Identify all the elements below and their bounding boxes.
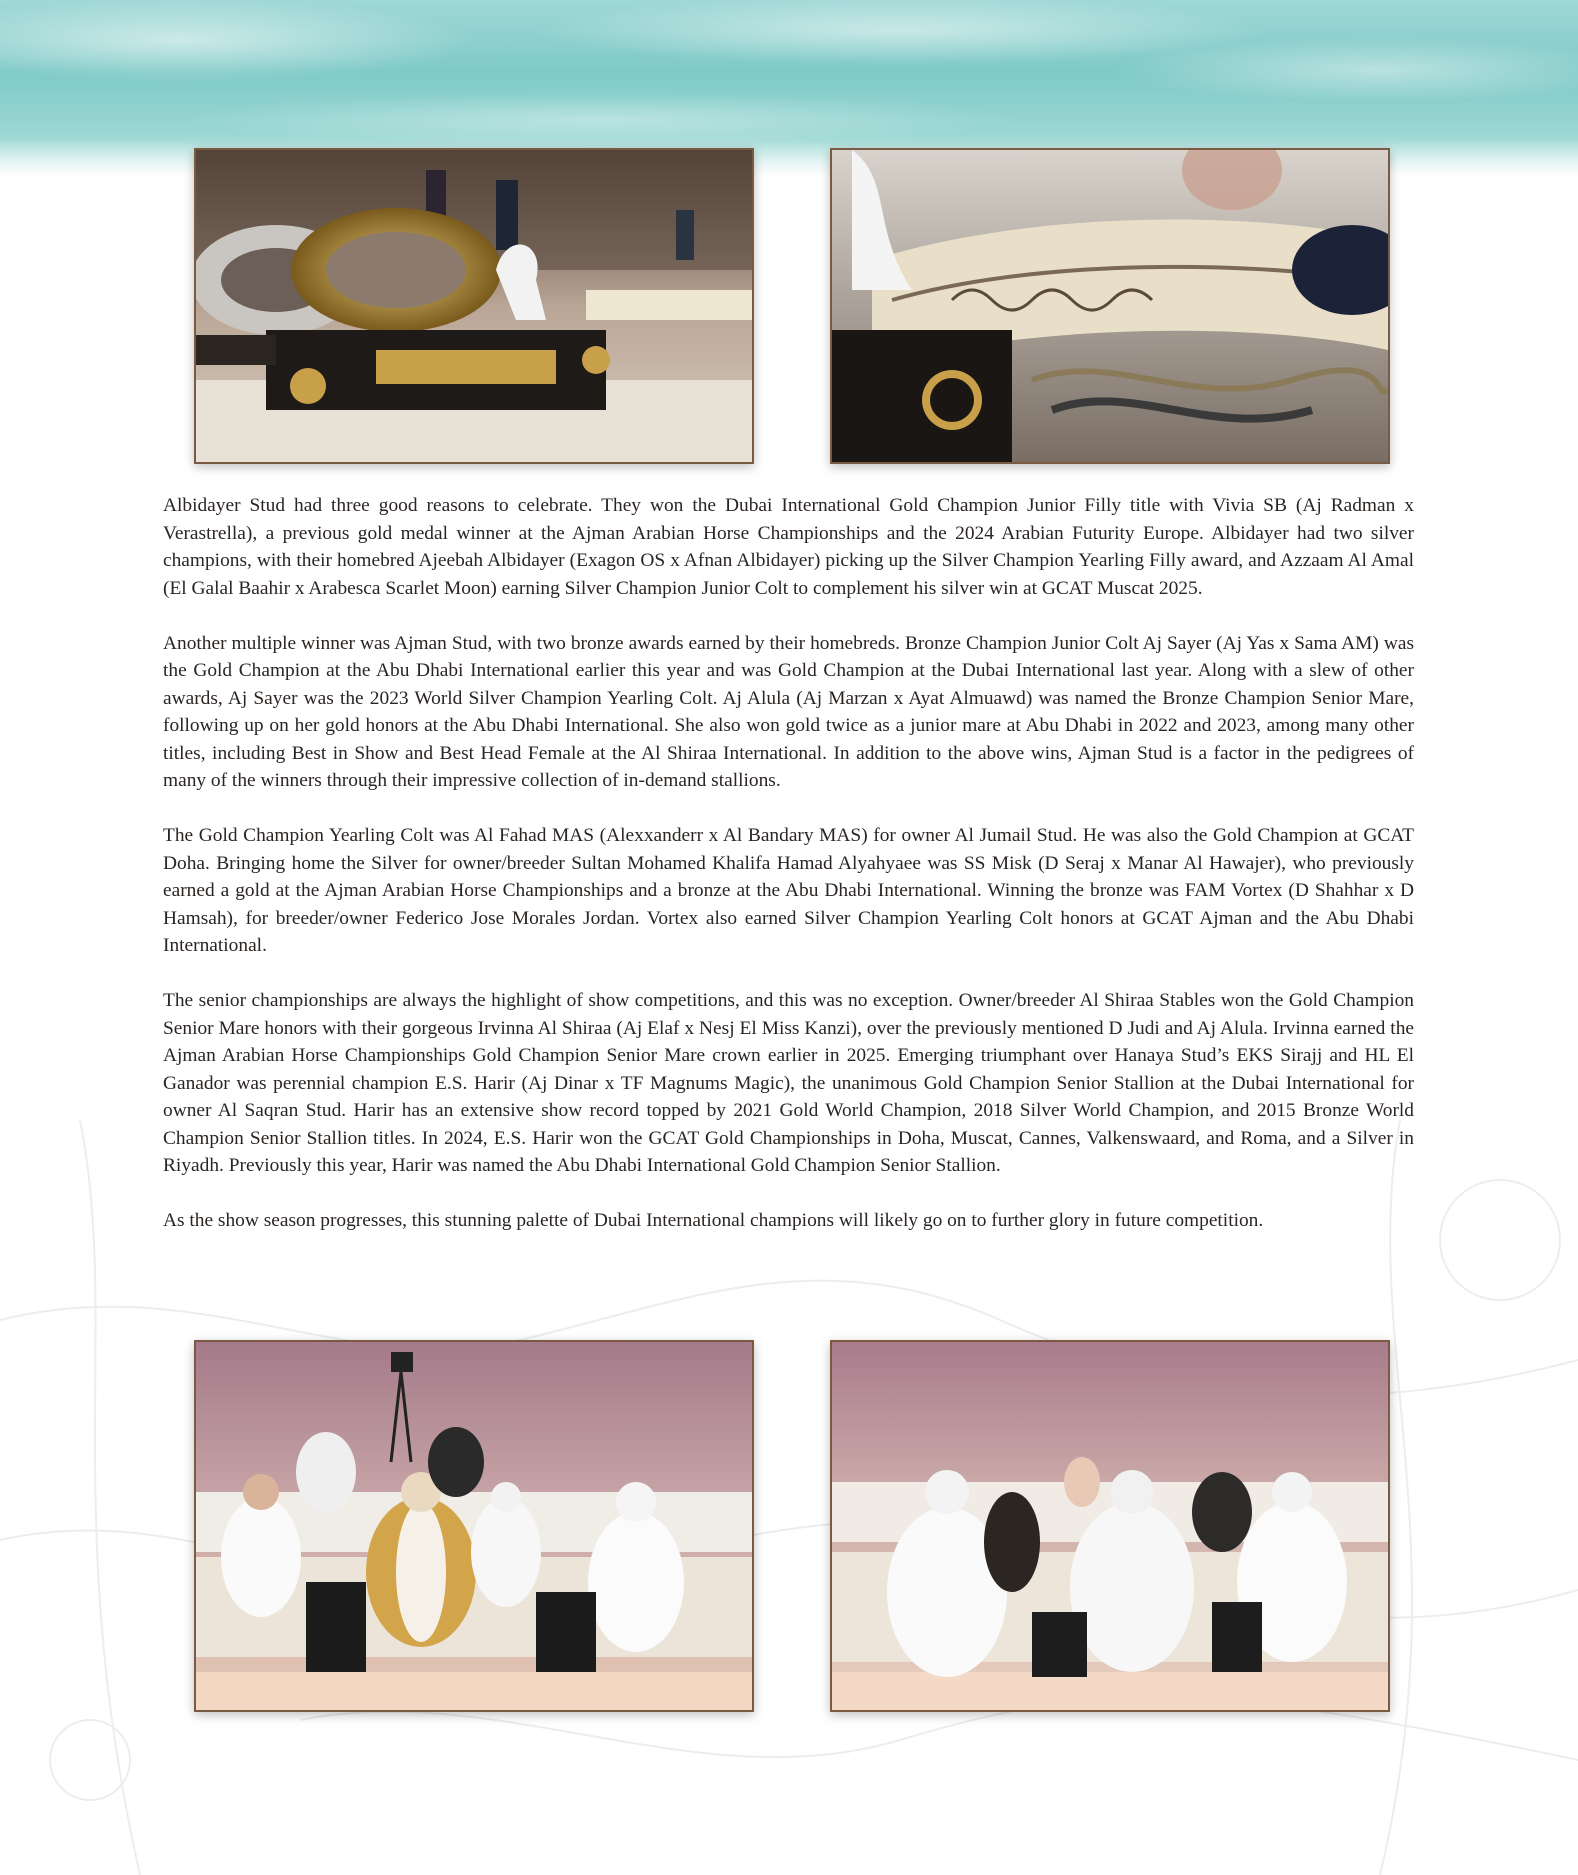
paragraph-albidayer: Albidayer Stud had three good reasons to celebrate. They won the Dubai International Gold Champion Junior Filly title with Vivia SB (Aj Radman x Verastrella), a previous gold medal winner at the Ajman Arabian Horse Championships and the 2024 Arabian Futurity Europe. Albidayer had two silver champions, with their homebred Ajeebah Albidayer (Exagon OS x Afnan Albidayer) picking up the Silver Champion Yearling Filly award, and Azzaam Al Amal (El Galal Baahir x Arabesca Scarlet Moon) earning Silver Champion Junior Colt to complement his silver win at GCAT Muscat 2025. — [163, 495, 1414, 599]
photo-trophies — [194, 148, 754, 464]
paragraph-ajman-stud: Another multiple winner was Ajman Stud, with two bronze awards earned by their homebreds. Bronze Champion Junior Colt Aj Sayer (Aj Yas x Sama AM) was the Gold Champion at the Abu Dhabi International earlier this year and was Gold Champion at the Dubai International last year. Along with a slew of other awards, Aj Sayer was the 2023 World Silver Champion Yearling Colt. Aj Alula (Aj Marzan x Ayat Almuawd) was named the Bronze Champion Senior Mare, following up on her gold honors at the Abu Dhabi International. She also won gold twice as a junior mare at Abu Dhabi in 2022 and 2023, among many other titles, including Best in Show and Best Head Female at the Al Shiraa International. In addition to the above wins, Ajman Stud is a factor in the pedigrees of many of the winners through their impressive collection of in-demand stallions. — [163, 632, 1414, 791]
photo-trophy-detail — [830, 148, 1390, 464]
paragraph-senior-championships: The senior championships are always the highlight of show competitions, and this was no exception. Owner/breeder Al Shiraa Stables won the Gold Champion Senior Mare honors with their gorgeous Irvinna Al Shiraa (Aj Elaf x Nesj El Miss Kanzi), over the previously mentioned D Judi and Aj Alula. Irvinna earned the Ajman Arabian Horse Championships Gold Champion Senior Mare crown earlier in 2025. Emerging triumphant over Hanaya Stud’s EKS Sirajj and HL El Ganador was perennial champion E.S. Harir (Aj Dinar x TF Magnums Magic), the unanimous Gold Champion Senior Stallion at the Dubai International for owner Al Saqran Stud. Harir has an extensive show record topped by 2021 Gold World Champion, 2018 Silver World Champion, and 2015 Bronze World Champion Senior Stallion titles. In 2024, E.S. Harir won the GCAT Gold Championships in Doha, Muscat, Cannes, Valkenswaard, and Roma, and a Silver in Riyadh. Previously this year, Harir was named the Abu Dhabi International Gold Champion Senior Stallion. — [163, 990, 1414, 1176]
photo-dignitaries-left — [194, 1340, 754, 1712]
article-body — [163, 492, 1414, 1235]
paragraph-conclusion: As the show season progresses, this stunning palette of Dubai International champions will likely go on to further glory in future competition. — [163, 1210, 1264, 1231]
paragraph-yearling-colt: The Gold Champion Yearling Colt was Al Fahad MAS (Alexxanderr x Al Bandary MAS) for owner Al Jumail Stud. He was also the Gold Champion at GCAT Doha. Bringing home the Silver for owner/breeder Sultan Mohamed Khalifa Hamad Alyahyaee was SS Misk (D Seraj x Manar Al Hawajer), who previously earned a gold at the Ajman Arabian Horse Championships and a bronze at the Abu Dhabi International. Winning the bronze was FAM Vortex (D Shahhar x D Hamsah), for breeder/owner Federico Jose Morales Jordan. Vortex also earned Silver Champion Yearling Colt honors at GCAT Ajman and the Abu Dhabi International. — [163, 825, 1414, 956]
photo-dignitaries-right — [830, 1340, 1390, 1712]
